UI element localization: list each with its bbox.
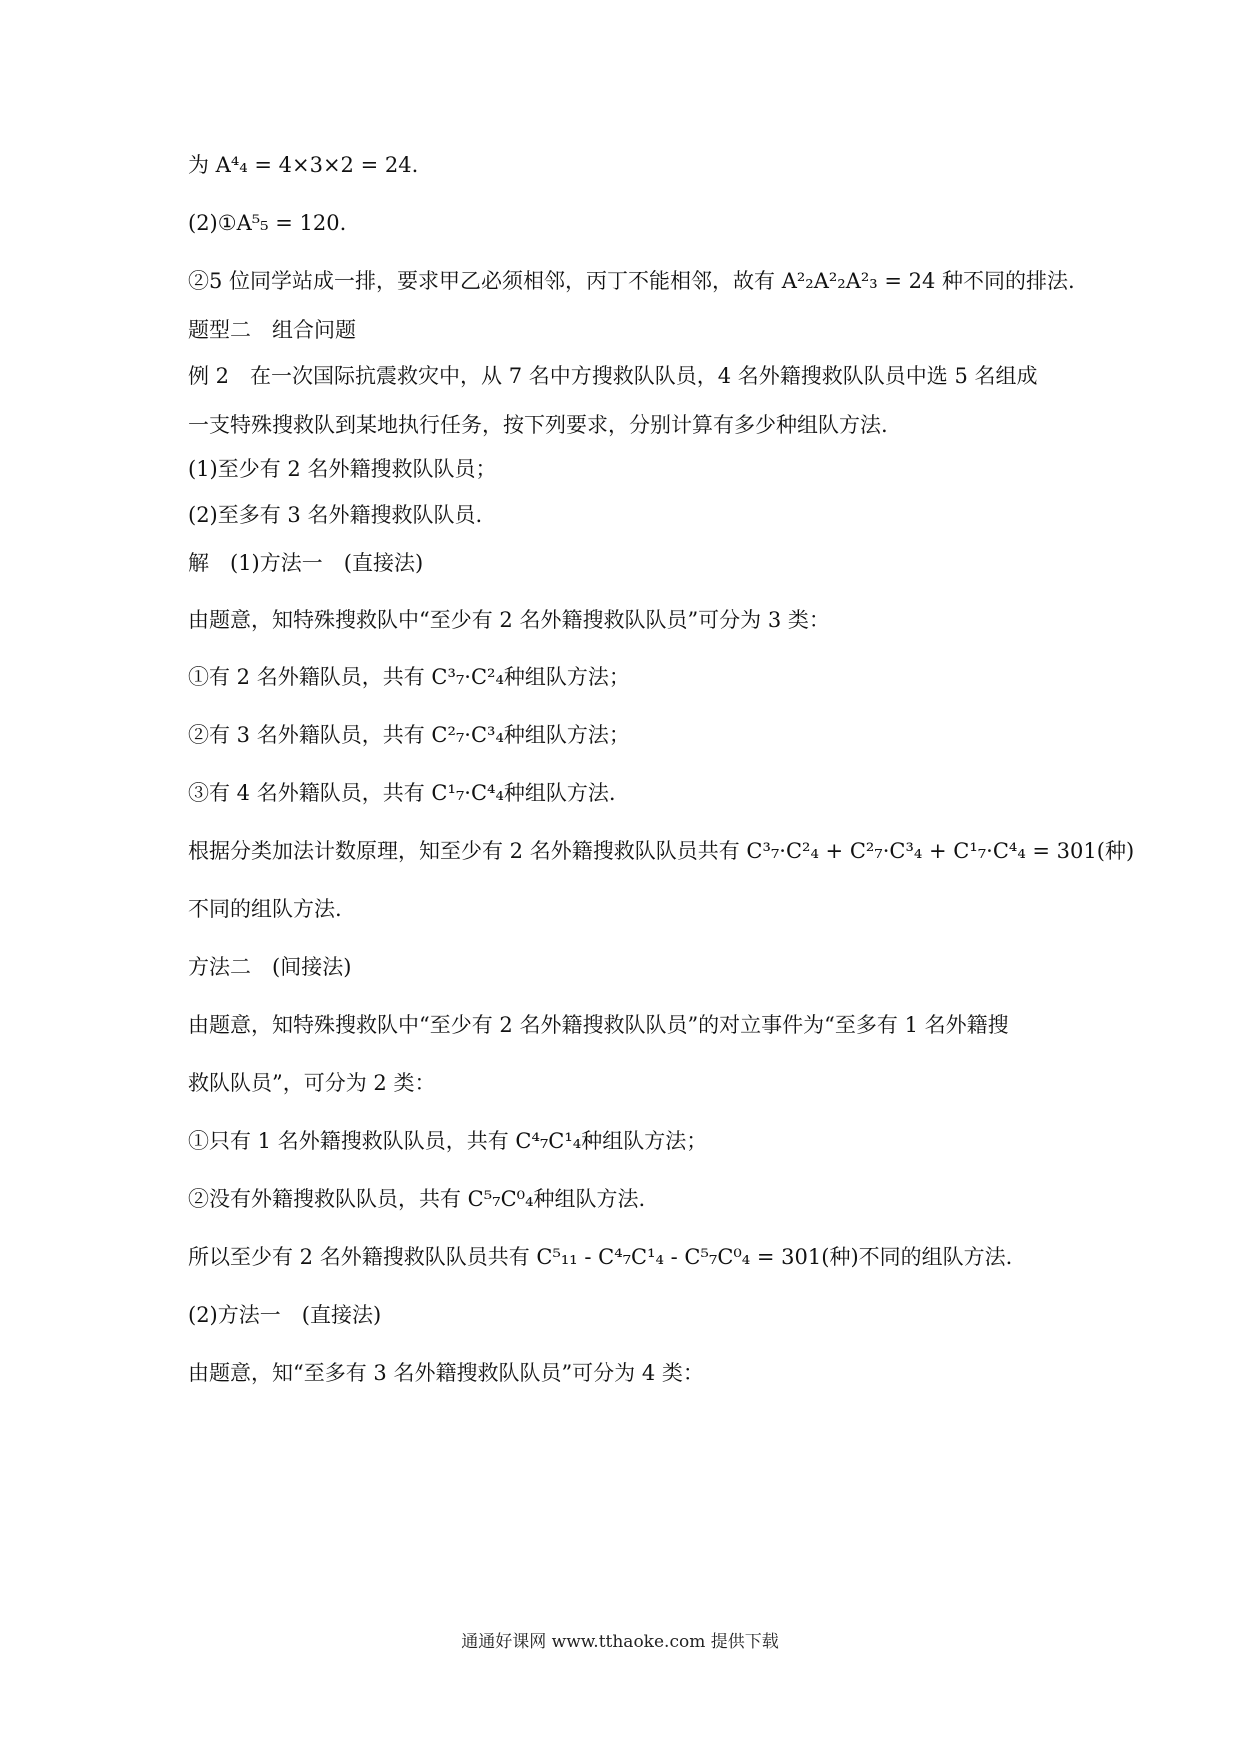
text-line: 例 2 在一次国际抗震救灾中，从 7 名中方搜救队队员，4 名外籍搜救队队员中选 5 名组成	[188, 364, 1038, 388]
text-line: (2)方法一 (直接法)	[188, 1303, 382, 1327]
page-footer: 通通好课网 www.tthaoke.com 提供下载	[461, 1632, 779, 1652]
text-line: (2)①A⁵₅ = 120.	[188, 211, 347, 235]
text-line: (2)至多有 3 名外籍搜救队队员.	[188, 503, 483, 527]
text-line: ①只有 1 名外籍搜救队队员，共有 C⁴₇C¹₄种组队方法；	[188, 1129, 708, 1153]
text-line: 为 A⁴₄ = 4×3×2 = 24.	[188, 153, 419, 177]
text-line: 由题意，知特殊搜救队中“至少有 2 名外籍搜救队队员”可分为 3 类：	[188, 608, 830, 632]
text-line: ②没有外籍搜救队队员，共有 C⁵₇C⁰₄种组队方法.	[188, 1187, 646, 1211]
text-line: ①有 2 名外籍队员，共有 C³₇·C²₄种组队方法；	[188, 665, 630, 689]
text-line: ②5 位同学站成一排，要求甲乙必须相邻，丙丁不能相邻，故有 A²₂A²₂A²₃ = 24 种不同的排法.	[188, 269, 1075, 293]
text-line: 由题意，知特殊搜救队中“至少有 2 名外籍搜救队队员”的对立事件为“至多有 1 名外籍搜	[188, 1013, 1009, 1037]
text-line: ②有 3 名外籍队员，共有 C²₇·C³₄种组队方法；	[188, 723, 630, 747]
text-line: 根据分类加法计数原理，知至少有 2 名外籍搜救队队员共有 C³₇·C²₄ + C²₇·C³₄ + C¹₇·C⁴₄ = 301(种)	[188, 839, 1135, 863]
text-line: 由题意，知“至多有 3 名外籍搜救队队员”可分为 4 类：	[188, 1361, 704, 1385]
text-line: 不同的组队方法.	[188, 897, 342, 921]
text-line: 救队队员”，可分为 2 类：	[188, 1071, 436, 1095]
text-line: 解 (1)方法一 (直接法)	[188, 551, 424, 575]
text-line: 方法二 (间接法)	[188, 955, 352, 979]
text-line: 一支特殊搜救队到某地执行任务，按下列要求，分别计算有多少种组队方法.	[188, 413, 888, 437]
text-line: 所以至少有 2 名外籍搜救队队员共有 C⁵₁₁ - C⁴₇C¹₄ - C⁵₇C⁰₄ = 301(种)不同的组队方法.	[188, 1245, 1013, 1269]
text-line: ③有 4 名外籍队员，共有 C¹₇·C⁴₄种组队方法.	[188, 781, 616, 805]
text-line: (1)至少有 2 名外籍搜救队队员；	[188, 457, 497, 481]
section-heading: 题型二 组合问题	[188, 318, 356, 342]
